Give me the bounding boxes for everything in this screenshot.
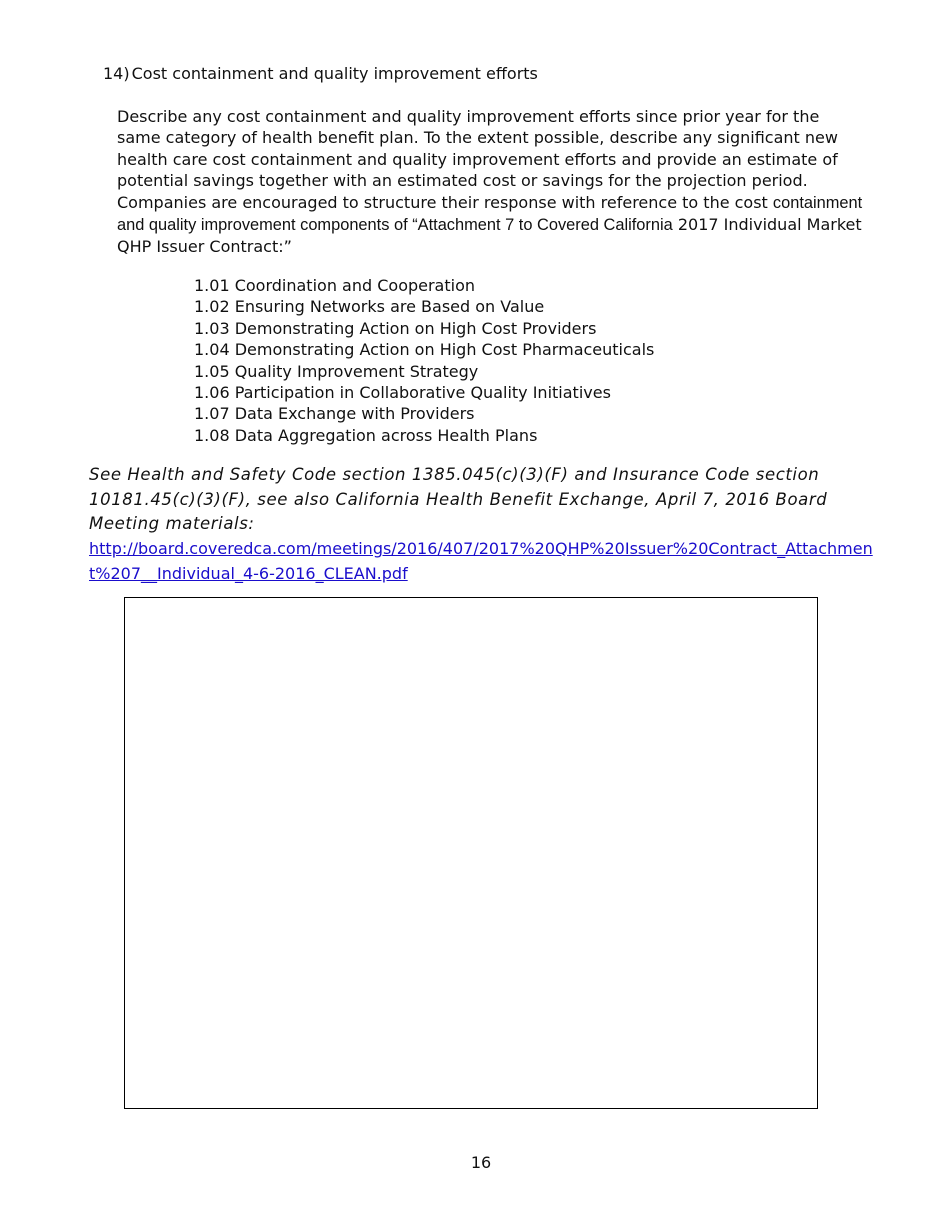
description-part-3: 2017 Individual Market QHP Issuer Contract:” — [117, 215, 862, 257]
list-item: 1.08 Data Aggregation across Health Plans — [194, 425, 538, 445]
section-number: 14) — [103, 64, 130, 83]
section-description — [117, 106, 867, 258]
list-item: 1.05 Quality Improvement Strategy — [194, 361, 479, 381]
section-heading — [103, 63, 538, 84]
reference-citation: See Health and Safety Code section 1385.045(c)(3)(F) and Insurance Code section 10181.45(c)(3)(F), see also California Health Benefit Exchange, April 7, 2016 Board Meeting materials: — [89, 465, 828, 533]
list-item: 1.03 Demonstrating Action on High Cost Providers — [194, 318, 597, 338]
list-item: 1.07 Data Exchange with Providers — [194, 404, 475, 424]
reference-link[interactable]: http://board.coveredca.com/meetings/2016/407/2017%20QHP%20Issuer%20Contract_Attachment%207__Individual_4-6-2016_CLEAN.pdf — [89, 539, 873, 583]
response-text-box[interactable] — [124, 597, 818, 1109]
components-list — [194, 275, 654, 446]
page-number: 16 — [470, 1153, 492, 1172]
description-part-2: containment and quality improvement components of “Attachment 7 to Covered California — [117, 193, 863, 235]
list-item: 1.06 Participation in Collaborative Quality Initiatives — [194, 383, 611, 403]
description-part-1: Describe any cost containment and quality improvement efforts since prior year for the same category of health benefit plan. To the extent possible, describe any significant new health care cost containment and quality improvement efforts and provide an estimate of potential savings together with an estimated cost or savings for the projection period. Companies are encouraged to structure their response with reference to the cost — [117, 107, 838, 212]
list-item: 1.04 Demonstrating Action on High Cost Pharmaceuticals — [194, 340, 655, 360]
list-item: 1.02 Ensuring Networks are Based on Value — [194, 297, 545, 317]
list-item: 1.01 Coordination and Cooperation — [194, 276, 476, 295]
section-title: Cost containment and quality improvement efforts — [131, 64, 538, 83]
